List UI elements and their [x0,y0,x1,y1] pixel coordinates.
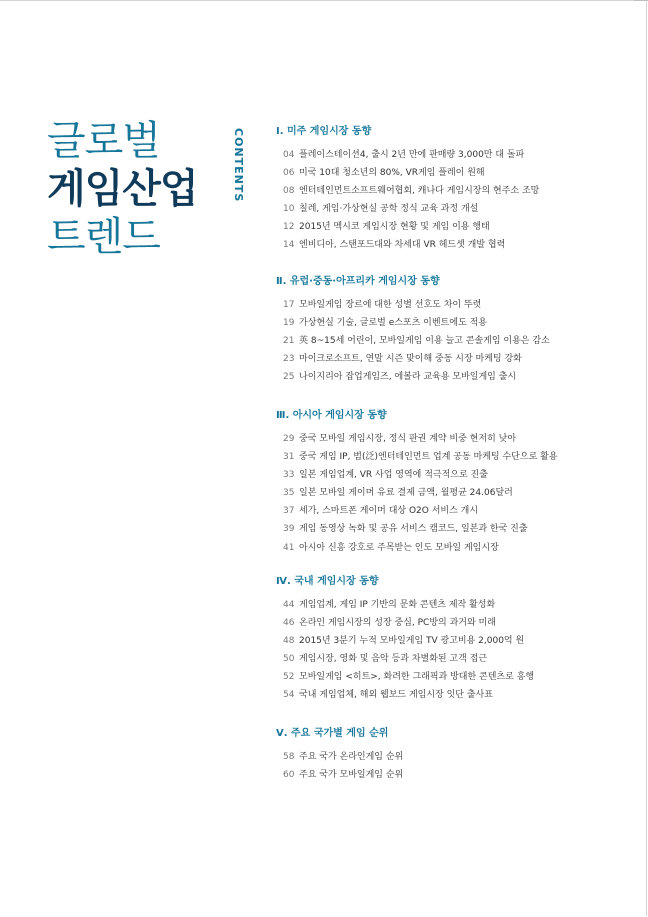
entry-text: 칠레, 게임·가상현실 공학 정식 교육 과정 개설 [299,204,479,215]
entry-page: 60 [283,770,295,781]
entry-page: 37 [283,506,295,517]
entry-text: 아시아 신흥 강호로 주목받는 인도 모바일 게임시장 [299,542,499,553]
entry-text: 2015년 멕시코 게임시장 현황 및 게임 이용 행태 [299,222,490,233]
entry-text: 게임 동영상 녹화 및 공유 서비스 캠코드, 일본과 한국 진출 [299,524,528,535]
entry-page: 54 [283,690,295,701]
toc-entry[interactable] [276,164,636,182]
entry-page: 21 [283,336,295,347]
toc-entry[interactable] [276,146,636,164]
section-title[interactable]: Ⅲ. 아시아 게임시장 동향 [276,410,387,421]
entry-text: 2015년 3분기 누적 모바일게임 TV 광고비용 2,000억 원 [299,636,525,647]
entry-page: 44 [283,600,295,610]
entry-page: 10 [283,204,295,215]
entry-page: 12 [283,222,295,233]
toc-entry[interactable] [276,632,636,650]
entry-page: 08 [283,186,295,197]
toc-entry[interactable] [276,430,636,448]
entry-text: 일본 게임업계, VR 사업 영역에 적극적으로 진출 [299,470,488,481]
entry-page: 46 [283,618,295,629]
toc-entry[interactable] [276,314,636,332]
toc-entry[interactable] [276,236,636,254]
toc-entry[interactable] [276,466,636,484]
entry-page: 33 [283,470,295,481]
entry-text: 모바일게임 장르에 대한 성별 선호도 차이 뚜렷 [299,300,482,310]
contents-label-text: CONTENTS [232,128,245,203]
entry-text: 가상현실 기술, 글로벌 e스포츠 이벤트에도 적용 [299,318,487,329]
section-title[interactable]: Ⅴ. 주요 국가별 게임 순위 [276,728,389,739]
toc-entry[interactable] [276,200,636,218]
toc-section-3 [276,408,636,557]
entry-text: 엔비디아, 스탠포드대와 차세대 VR 헤드셋 개발 협력 [299,240,506,251]
toc-section-2 [276,274,636,386]
entry-text: 플레이스테이션4, 출시 2년 만에 판매량 3,000만 대 돌파 [299,150,525,160]
entry-page: 52 [283,672,295,683]
toc-entry[interactable] [276,650,636,668]
toc-section-4 [276,574,636,705]
entry-text: 주요 국가 온라인게임 순위 [299,752,404,762]
entry-page: 23 [283,354,295,365]
toc-entry[interactable] [276,520,636,538]
toc-entry[interactable] [276,766,636,784]
entry-text: 英 8~15세 어린이, 모바일게임 이용 늘고 콘솔게임 이용은 감소 [299,336,550,347]
toc-entry[interactable] [276,539,636,557]
toc-entry[interactable] [276,182,636,200]
entry-page: 58 [283,752,295,762]
toc-entry[interactable] [276,502,636,520]
entry-page: 19 [283,318,295,329]
entry-text: 온라인 게임시장의 성장 중심, PC방의 과거와 미래 [299,618,496,629]
section-title[interactable]: Ⅳ. 국내 게임시장 동향 [276,576,379,587]
entry-text: 국내 게임업체, 해외 웹보드 게임시장 잇단 출사표 [299,690,493,701]
entry-page: 48 [283,636,295,647]
entry-page: 06 [283,168,295,179]
book-title [47,117,227,261]
book-title-line-3: 트렌드 [47,214,160,260]
book-title-line-2: 게임산업 [47,166,198,212]
toc-entry[interactable] [276,296,636,314]
entry-text: 나이지리아 잡업게임즈, 에볼라 교육용 모바일게임 출시 [299,372,517,383]
toc-section-5 [276,726,636,784]
entry-page: 25 [283,372,295,383]
entry-page: 17 [283,300,295,310]
section-title[interactable]: Ⅰ. 미주 게임시장 동향 [276,126,372,137]
toc-entry[interactable] [276,368,636,386]
entry-text: 세가, 스마트폰 게이머 대상 O2O 서비스 개시 [299,506,479,517]
toc-entry[interactable] [276,332,636,350]
entry-text: 중국 게임 IP, 범(泛)엔터테인먼트 업계 공동 마케팅 수단으로 활용 [299,452,558,463]
corner-mark [634,0,648,1]
entry-text: 미국 10대 청소년의 80%, VR게임 플레이 원해 [299,168,485,179]
toc-entry[interactable] [276,350,636,368]
entry-page: 35 [283,488,295,499]
toc-entry[interactable] [276,448,636,466]
entry-page: 50 [283,654,295,665]
entry-page: 39 [283,524,295,535]
entry-page: 14 [283,240,295,251]
contents-label [231,128,245,203]
entry-text: 중국 모바일 게임시장, 정식 판권 계약 비중 현저히 낮아 [299,434,517,444]
toc-entry[interactable] [276,218,636,236]
entry-text: 모바일게임 <히트>, 화려한 그래픽과 방대한 콘텐츠로 흥행 [299,672,535,683]
entry-page: 29 [283,434,295,444]
toc-entry[interactable] [276,686,636,704]
entry-text: 엔터테인먼트소프트웨어협회, 캐나다 게임시장의 현주소 조망 [299,186,540,197]
toc-entry[interactable] [276,596,636,614]
toc-entry[interactable] [276,484,636,502]
section-title[interactable]: Ⅱ. 유럽·중동·아프리카 게임시장 동향 [276,276,440,287]
entry-text: 게임시장, 영화 및 음악 등과 차별화된 고객 접근 [299,654,488,665]
entry-page: 31 [283,452,295,463]
entry-page: 04 [283,150,295,160]
entry-text: 마이크로소프트, 연말 시즌 맞이해 중동 시장 마케팅 강화 [299,354,522,365]
entry-page: 41 [283,542,295,553]
entry-text: 게임업계, 게임 IP 기반의 문화 콘텐츠 제작 활성화 [299,600,496,610]
toc-entry[interactable] [276,614,636,632]
toc-entry[interactable] [276,748,636,766]
entry-text: 일본 모바일 게이머 유료 결제 금액, 월평균 24.06달러 [299,488,513,499]
toc-section-1 [276,124,636,255]
toc-entry[interactable] [276,668,636,686]
entry-text: 주요 국가 모바일게임 순위 [299,770,404,781]
book-title-line-1: 글로벌 [47,118,160,164]
